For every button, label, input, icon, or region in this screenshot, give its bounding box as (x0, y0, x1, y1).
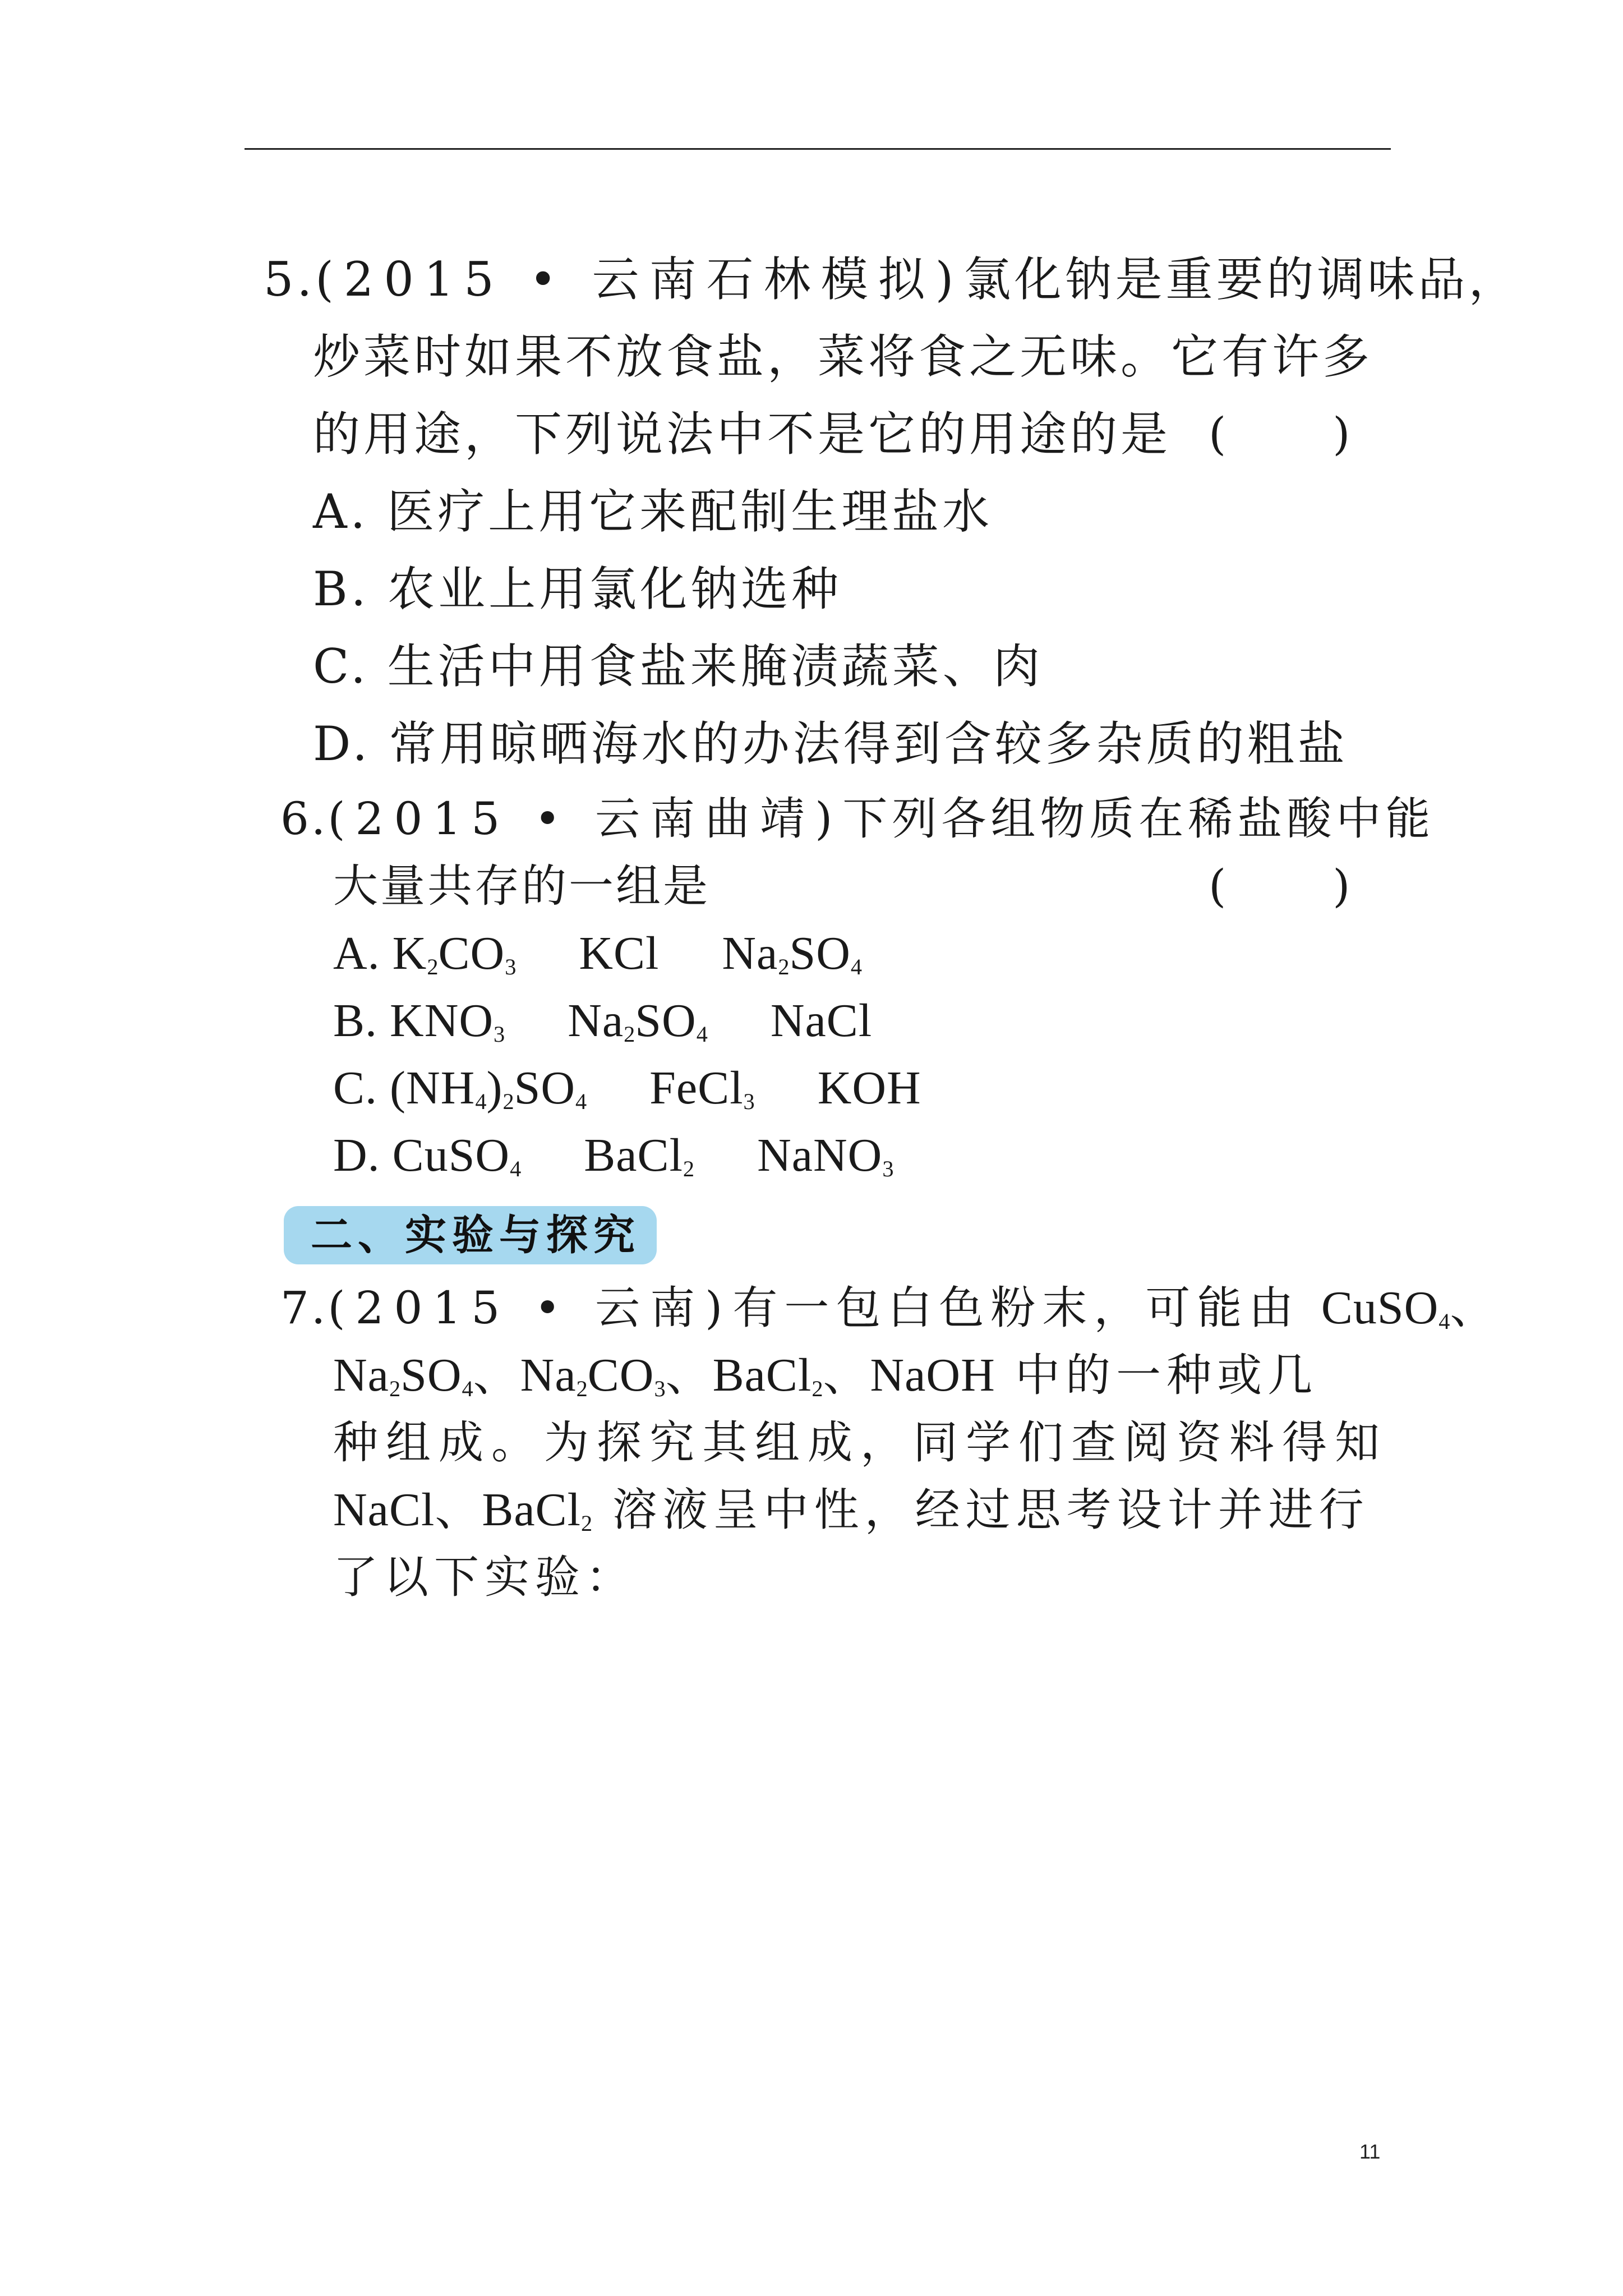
q7-source: (2015 • 云南) (328, 1282, 733, 1334)
q7-formula-naoh: NaOH (870, 1349, 995, 1401)
q6-option-b-formula-3: NaCl (770, 995, 873, 1047)
q6-option-d-formula-3: NaNO$_3$ (757, 1129, 894, 1182)
q5-stem-line1: 氯化钠是重要的调味品， (963, 252, 1519, 307)
q7-line2: $Na_2SO_4$、$Na_2CO_3$、BaCl$_2$、NaOH 中的一种或几 (333, 1349, 1318, 1402)
q7-line1-tail: 、 (1450, 1282, 1497, 1334)
q5-option-d: D. 常用晾晒海水的办法得到含较多杂质的粗盐 (313, 716, 1348, 771)
q5-option-a: A. 医疗上用它来配制生理盐水 (313, 484, 993, 539)
q6-number: 6. (280, 793, 328, 845)
q6-option-a-label: A. (333, 927, 380, 979)
q6-option-b (333, 993, 872, 1062)
page-number: 11 (1359, 2140, 1381, 2163)
q7-line1-text: 有一包白色粉末，可能由 (732, 1282, 1321, 1334)
q7-formula-bacl2: BaCl$_2$ (712, 1349, 823, 1402)
q5-stem-line2: 炒菜时如果不放食盐，菜将食之无味。它有许多 (313, 329, 1373, 384)
q6-option-a-formula-3: $Na_2SO_4$ (722, 927, 863, 980)
q6-option-c-formula-2: FeCl$_3$ (649, 1062, 755, 1115)
q6-option-c-formula-3: KOH (817, 1062, 921, 1114)
q5-answer-paren: ( ) (1209, 408, 1356, 460)
q7-line3: 种组成。为探究其组成，同学们查阅资料得知 (333, 1416, 1387, 1469)
q7-line1 (280, 1280, 1497, 1350)
q7-line2-tail: 中的一种或几 (995, 1349, 1318, 1401)
section-title-experiment: 二、实验与探究 (284, 1206, 657, 1264)
q7-line5: 了以下实验： (333, 1551, 636, 1603)
q6-option-c (333, 1060, 921, 1130)
header-rule (245, 148, 1391, 150)
q6-line1 (280, 791, 1435, 847)
q6-stem-line2: 大量共存的一组是 (333, 860, 710, 912)
q6-option-d-formula-1: CuSO$_4$ (392, 1129, 522, 1182)
q5-option-b: B. 农业上用氯化钠选种 (313, 562, 842, 616)
q6-option-c-label: C. (333, 1062, 378, 1114)
q5-line1 (264, 251, 1519, 307)
q7-line4: NaCl、BaCl$_2$ 溶液呈中性，经过思考设计并进行 (333, 1484, 1370, 1536)
q7-formula-na2so4: $Na_2SO_4$ (333, 1349, 473, 1402)
q5-stem-line3: 的用途，下列说法中不是它的用途的是 (313, 407, 1172, 462)
q6-option-b-label: B. (333, 995, 378, 1047)
q5-option-c: C. 生活中用食盐来腌渍蔬菜、肉 (313, 639, 1044, 694)
q6-option-d-formula-2: BaCl$_2$ (584, 1129, 695, 1182)
q6-stem-line1: 下列各组物质在稀盐酸中能 (842, 793, 1435, 845)
q5-source: (2015 • 云南石林模拟) (315, 252, 964, 307)
q6-option-b-formula-1: $KNO_3$ (390, 995, 505, 1047)
q6-source: (2015 • 云南曲靖) (328, 793, 843, 845)
q7-formula-cuso4: CuSO$_4$ (1321, 1282, 1450, 1335)
q6-option-d (333, 1128, 894, 1197)
q5-number: 5. (264, 252, 316, 307)
q6-option-d-label: D. (333, 1129, 380, 1181)
q7-formula-nacl: NaCl (333, 1484, 435, 1536)
q6-option-a-formula-2: KCl (579, 927, 660, 979)
q6-option-c-formula-1: $(NH_4)_2SO_4$ (390, 1062, 587, 1115)
q6-option-a (333, 926, 862, 995)
q6-option-b-formula-2: $Na_2SO_4$ (568, 995, 708, 1047)
q7-line4-tail: 溶液呈中性，经过思考设计并进行 (592, 1484, 1370, 1536)
q7-number: 7. (280, 1282, 328, 1334)
q7-formula-bacl2-2: BaCl$_2$ (482, 1484, 593, 1536)
q6-answer-paren: ( ) (1209, 860, 1356, 912)
q6-option-a-formula-1: $K_2CO_3$ (392, 927, 517, 980)
q7-formula-na2co3: $Na_2CO_3$ (520, 1349, 666, 1402)
